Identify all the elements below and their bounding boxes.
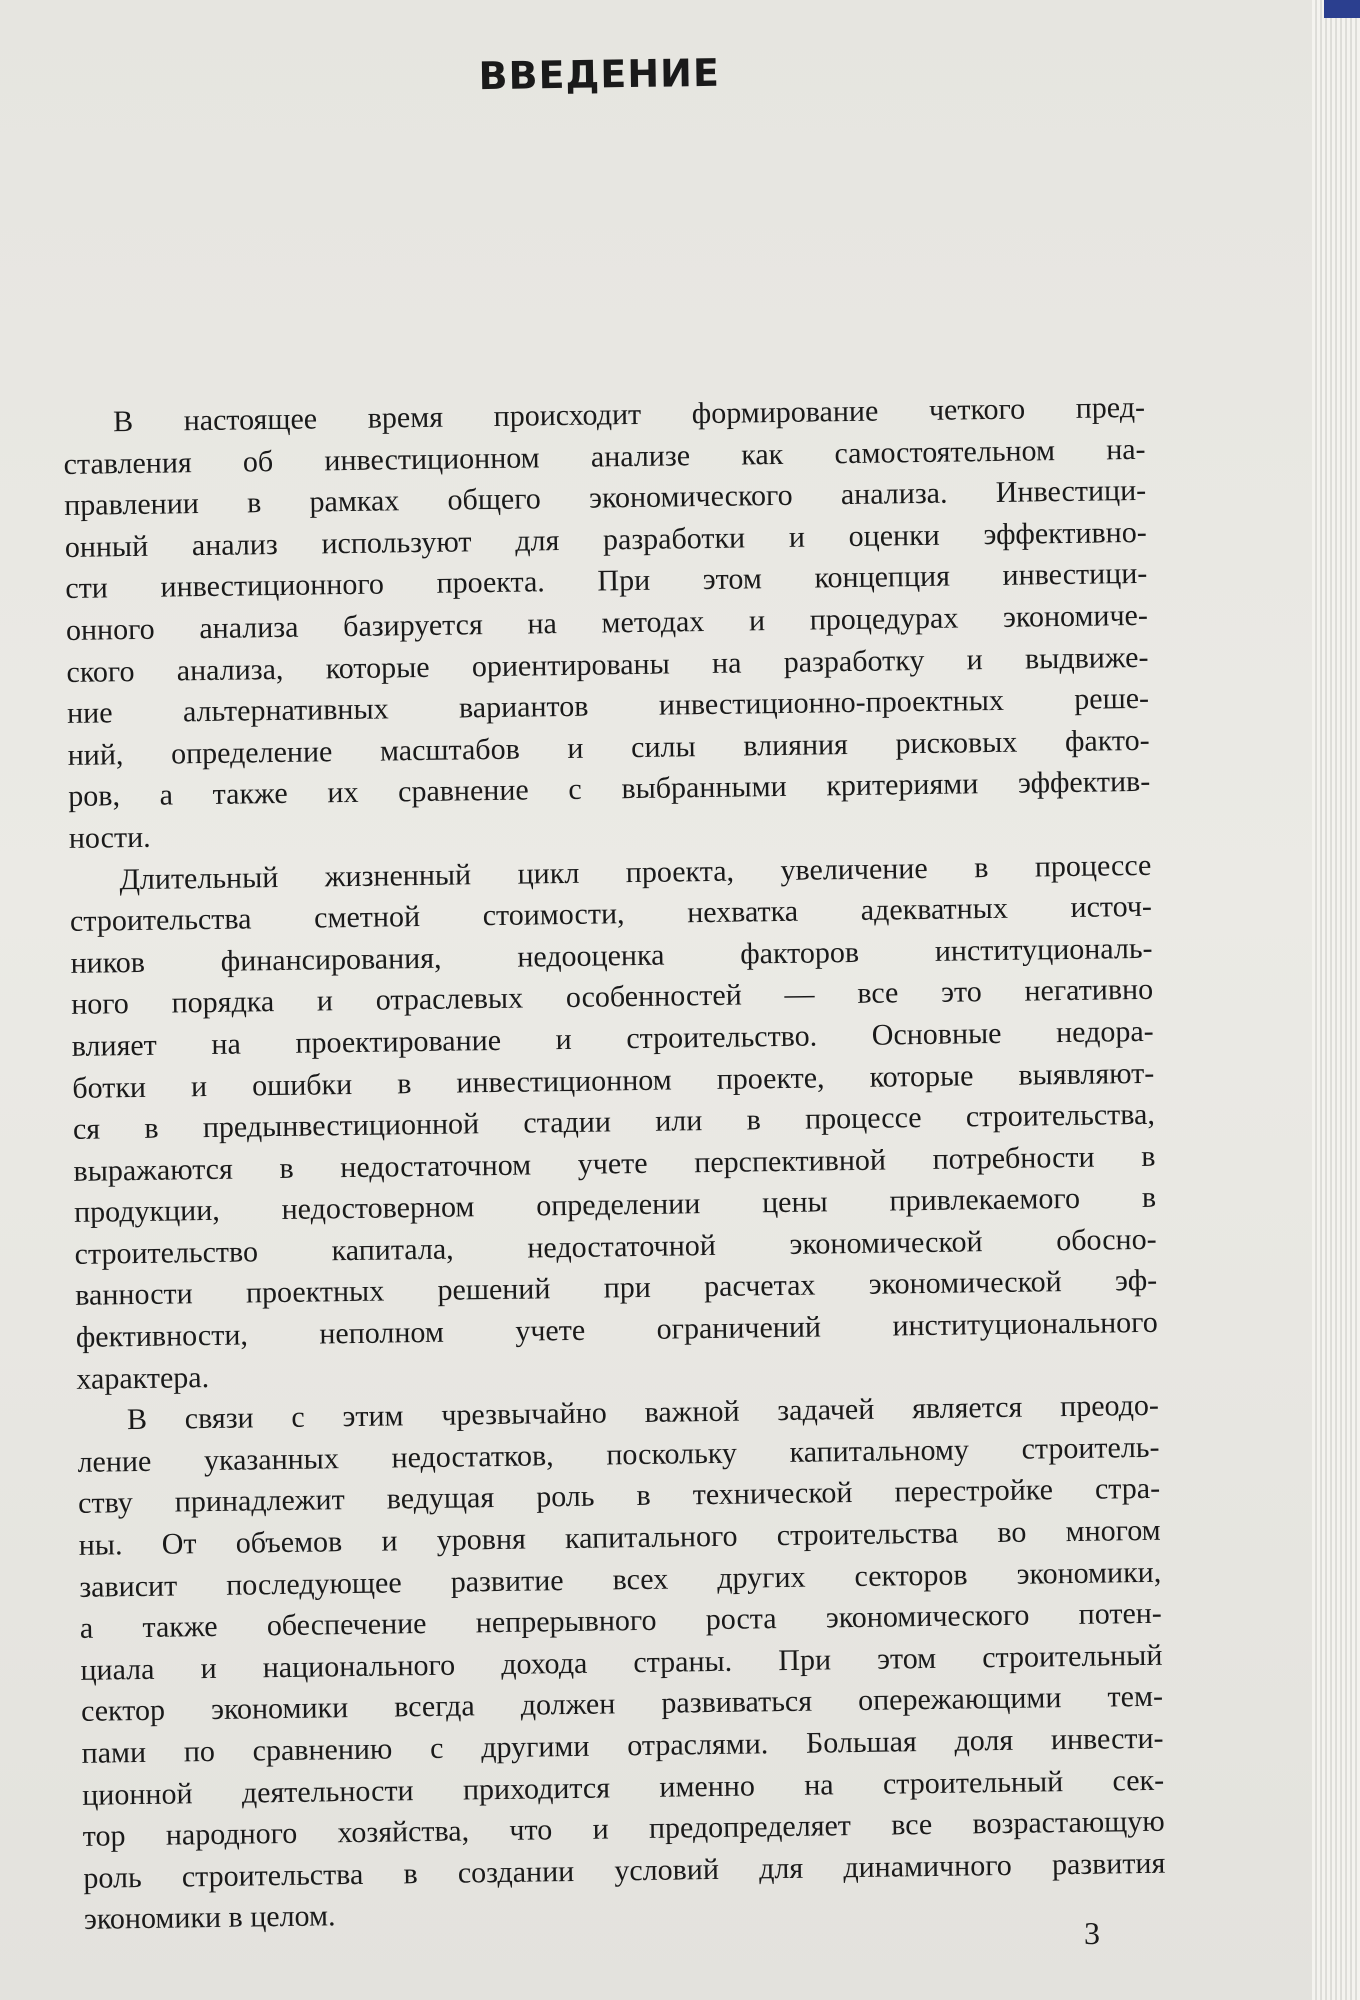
text-line: ся в предынвестиционной стадии или в процессе строительства, bbox=[72, 1097, 1156, 1146]
text-line: ние альтернативных вариантов инвестиционно-проектных реше- bbox=[66, 681, 1150, 731]
text-line: ству принадлежит ведущая роль в технической перестройке стра- bbox=[77, 1472, 1161, 1521]
text-line: ны. От объемов и уровня капитального строительства во многом bbox=[78, 1513, 1161, 1562]
text-line: ционной деятельности приходится именно на строительный сек- bbox=[81, 1763, 1165, 1812]
text-line: фективности, неполном учете ограничений институционального bbox=[75, 1305, 1158, 1354]
text-line: В настоящее время происходит формирование четкого пред- bbox=[112, 390, 1146, 439]
text-line: продукции, недостоверном определении цены привлекаемого в bbox=[73, 1181, 1157, 1230]
text-line: ванности проектных решений при расчетах экономической эф- bbox=[75, 1264, 1158, 1313]
text-line: пами по сравнению с другими отраслями. Большая доля инвести- bbox=[81, 1721, 1164, 1770]
text-line: Длительный жизненный цикл проекта, увеличение в процессе bbox=[119, 848, 1152, 896]
text-line: сти инвестиционного проекта. При этом концепция инвестици- bbox=[65, 557, 1148, 606]
text-line: выражаются в недостаточном учете перспективной потребности в bbox=[73, 1139, 1156, 1188]
text-line: зависит последующее развитие всех других секторов экономики, bbox=[79, 1555, 1162, 1604]
page-edges bbox=[1312, 0, 1360, 2000]
text-line: ности. bbox=[68, 820, 151, 855]
text-line: сектор экономики всегда должен развиваться опережающими тем- bbox=[80, 1680, 1164, 1729]
text-line: экономики в целом. bbox=[83, 1899, 336, 1937]
text-line: ставления об инвестиционном анализе как самостоятельном на- bbox=[63, 432, 1146, 481]
text-line: характера. bbox=[76, 1360, 210, 1396]
text-line: ского анализа, которые ориентированы на разработку и выдвиже- bbox=[66, 640, 1149, 689]
paragraph bbox=[77, 1385, 1166, 1941]
cover-corner bbox=[1324, 0, 1360, 18]
text-line: а также обеспечение непрерывного роста экономического потен- bbox=[79, 1596, 1163, 1646]
page-text bbox=[58, 45, 1166, 1941]
text-line: ников финансирования, недооценка факторов институциональ- bbox=[70, 931, 1153, 980]
text-line: онного анализа базируется на методах и процедурах экономиче- bbox=[65, 598, 1149, 647]
paragraph bbox=[69, 844, 1158, 1400]
body-text bbox=[63, 387, 1166, 1941]
text-line: тор народного хозяйства, что и предопределяет все возрастающую bbox=[82, 1804, 1165, 1854]
text-line: ление указанных недостатков, поскольку капитальному строитель- bbox=[77, 1430, 1160, 1479]
text-line: ров, а также их сравнение с выбранными критериями эффектив- bbox=[68, 765, 1151, 814]
text-line: ботки и ошибки в инвестиционном проекте, которые выявляют- bbox=[72, 1056, 1155, 1105]
text-line: ний, определение масштабов и силы влияния рисковых факто- bbox=[67, 723, 1150, 772]
text-line: циала и национального дохода страны. При этом строительный bbox=[80, 1638, 1163, 1687]
text-line: строительства сметной стоимости, нехватка адекватных источ- bbox=[69, 889, 1153, 939]
text-line: онный анализ используют для разработки и оценки эффективно- bbox=[64, 515, 1147, 564]
text-line: В связи с этим чрезвычайно важной задачей является преодо- bbox=[126, 1389, 1160, 1437]
text-line: строительство капитала, недостаточной экономической обосно- bbox=[74, 1222, 1157, 1271]
text-line: правлении в рамках общего экономического анализа. Инвестици- bbox=[63, 474, 1147, 523]
text-line: роль строительства в создании условий для динамичного развития bbox=[83, 1846, 1166, 1895]
paragraph bbox=[63, 387, 1151, 860]
chapter-heading: ВВЕДЕНИЕ bbox=[478, 50, 721, 99]
text-line: ного порядка и отраслевых особенностей — все это негативно bbox=[70, 973, 1154, 1022]
page-number: 3 bbox=[1084, 1915, 1100, 1951]
text-line: влияет на проектирование и строительство. Основные недора- bbox=[71, 1014, 1154, 1063]
